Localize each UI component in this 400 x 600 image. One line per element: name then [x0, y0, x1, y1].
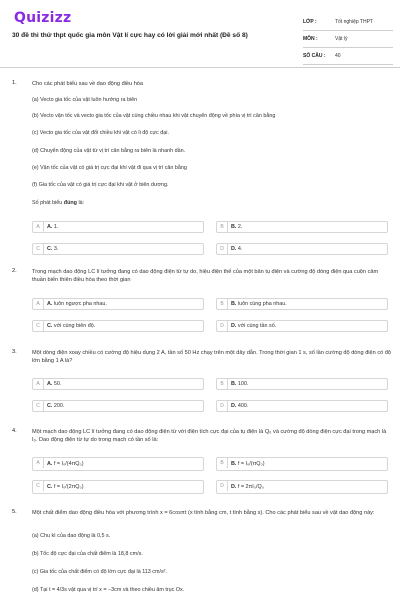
option-text [231, 458, 265, 470]
option-text [231, 222, 242, 232]
option-value: 400. [237, 403, 249, 409]
option-c[interactable] [32, 480, 204, 494]
option-a[interactable] [32, 378, 204, 390]
option-letter: B [217, 299, 228, 309]
option-value: luôn ngược pha nhau. [53, 301, 107, 307]
meta-row-count [303, 48, 393, 65]
option-label: B. [231, 381, 237, 387]
option-d[interactable] [216, 320, 388, 332]
meta-key: LỚP : [303, 19, 317, 25]
option-value: 3. [53, 246, 59, 252]
option-letter: A [33, 222, 44, 232]
option-value: f = I₀/(2πQ₀) [53, 484, 84, 490]
option-c[interactable] [32, 243, 204, 255]
option-letter: C [33, 321, 44, 331]
option-c[interactable] [32, 400, 204, 412]
option-letter: D [217, 401, 228, 411]
meta-value: 40 [335, 53, 341, 59]
option-label: D. [231, 403, 237, 409]
option-b[interactable] [216, 457, 388, 471]
meta-table [303, 14, 393, 65]
option-value: 1. [53, 224, 59, 230]
prompt-prefix: Số phát biểu [32, 200, 64, 206]
brand-logo[interactable]: Quizizz [14, 10, 72, 26]
question-number: 3. [12, 349, 17, 355]
option-value: f = 2πI₀/Q₀ [237, 484, 264, 490]
option-c[interactable] [32, 320, 204, 332]
option-label: A. [47, 301, 53, 307]
statement: (c) Gia tốc của chất điểm có độ lớn cực đại là 113 cm/s². [32, 569, 167, 575]
option-letter: B [217, 458, 228, 468]
statement: (d) Tại t = 4/3s vật qua vị trí x = −3cm và theo chiều âm trục Ox. [32, 587, 185, 593]
option-text [47, 481, 84, 493]
statement: (a) Vecto gia tốc của vật luôn hướng ra biên [32, 97, 138, 103]
option-value: 50. [53, 381, 62, 387]
prompt-emphasis: đúng [63, 200, 77, 206]
option-letter: D [217, 481, 228, 491]
option-value: f = I₀/(4πQ₀) [53, 461, 84, 467]
statement: (b) Tốc độ cực đại của chất điểm là 18,8 cm/s. [32, 551, 143, 557]
option-text [231, 401, 248, 411]
question-text: Trong mạch dao động LC lí tưởng đang có dao động điện từ tự do, hiệu điện thế của một bản tụ điện và cường độ dòng điện qua cuộn cảm thuần biến thiên điều hòa theo thời gian [32, 269, 379, 283]
option-letter: D [217, 321, 228, 331]
question-prompt [32, 200, 392, 206]
option-value: luôn cùng pha nhau. [237, 301, 287, 307]
statement: (a) Chu kì của dao động là 0,5 s. [32, 533, 111, 539]
option-label: B. [231, 461, 237, 467]
option-text [47, 299, 107, 309]
meta-value: Tốt nghiệp THPT [335, 19, 373, 25]
option-label: C. [47, 484, 53, 490]
option-label: B. [231, 224, 237, 230]
option-label: A. [47, 381, 53, 387]
option-value: với cùng tần số. [237, 323, 277, 329]
question-number: 2. [12, 268, 17, 274]
statement: (b) Vecto vận tốc và vecto gia tốc của vật cùng chiều nhau khi vật chuyển động về phía vị trí cân bằng [32, 113, 276, 119]
option-value: 100. [237, 381, 249, 387]
meta-key: SỐ CÂU : [303, 53, 326, 59]
option-value: 2. [237, 224, 243, 230]
option-value: với cùng biên độ. [53, 323, 96, 329]
question-text: Một chất điểm dao động điều hòa với phương trình x = 6cosπt (x tính bằng cm, t tính bằng s). Cho các phát biểu sau về vật dao động này: [32, 510, 375, 516]
option-text [47, 222, 58, 232]
document-title: 30 đề thi thử thpt quốc gia môn Vật lí cực hay có lời giải mới nhất (Đề số 8) [12, 32, 248, 39]
meta-value: Vật lý [335, 36, 348, 42]
statement: (d) Chuyển động của vật từ vị trí cân bằng ra biên là nhanh dần. [32, 148, 186, 154]
option-text [47, 379, 61, 389]
header-divider [0, 67, 400, 68]
option-d[interactable] [216, 480, 388, 494]
option-a[interactable] [32, 457, 204, 471]
option-letter: A [33, 458, 44, 468]
meta-row-subject [303, 31, 393, 48]
question-text: Một dòng điện xoay chiều có cường độ hiệu dụng 2 A, tần số 50 Hz chạy trên một dây dẫn. Trong thời gian 1 s, số lần cường độ dòng điện có độ lớn bằng 1 A là? [32, 350, 392, 364]
option-label: A. [47, 224, 53, 230]
statement: (c) Vecto gia tốc của vật đổi chiều khi vật có li độ cực đại. [32, 130, 169, 136]
statement: (e) Vận tốc của vật có giá trị cực đại khi vật đi qua vị trí cân bằng [32, 165, 187, 171]
option-text [47, 321, 95, 331]
option-text [231, 244, 242, 254]
meta-row-class [303, 14, 393, 31]
option-text [231, 321, 276, 331]
question-number: 1. [12, 80, 17, 86]
meta-key: MÔN : [303, 36, 318, 42]
option-a[interactable] [32, 298, 204, 310]
question-text: Cho các phát biểu sau về dao động điều hòa [32, 81, 144, 87]
option-label: D. [231, 484, 237, 490]
option-b[interactable] [216, 298, 388, 310]
question-text: Một mạch dao động LC lí tưởng đang có dao động điện từ với điện tích cực đại của tụ điện là Q₀ và cường độ dòng điện cực đại trong mạch là I₀. Dao động điện từ tự do trong mạch có tần số là: [32, 429, 387, 443]
option-b[interactable] [216, 221, 388, 233]
option-value: 4. [237, 246, 243, 252]
option-letter: D [217, 244, 228, 254]
option-label: A. [47, 461, 53, 467]
option-text [231, 481, 264, 493]
question-number: 4. [12, 428, 17, 434]
option-d[interactable] [216, 400, 388, 412]
option-letter: C [33, 481, 44, 491]
option-letter: B [217, 379, 228, 389]
option-text [231, 379, 248, 389]
option-value: f = I₀/(πQ₀) [237, 461, 265, 467]
option-letter: A [33, 299, 44, 309]
option-value: 200. [53, 403, 65, 409]
option-label: C. [47, 323, 53, 329]
option-text [47, 401, 64, 411]
option-text [47, 458, 84, 470]
option-letter: A [33, 379, 44, 389]
option-label: D. [231, 246, 237, 252]
option-label: D. [231, 323, 237, 329]
option-b[interactable] [216, 378, 388, 390]
option-text [231, 299, 287, 309]
option-letter: C [33, 401, 44, 411]
prompt-suffix: là: [76, 200, 85, 206]
statement: (f) Gia tốc của vật có giá trị cực đại khi vật ở biên dương. [32, 182, 169, 188]
question-number: 5. [12, 509, 17, 515]
option-d[interactable] [216, 243, 388, 255]
option-letter: C [33, 244, 44, 254]
option-a[interactable] [32, 221, 204, 233]
option-label: B. [231, 301, 237, 307]
option-letter: B [217, 222, 228, 232]
option-label: C. [47, 403, 53, 409]
option-text [47, 244, 58, 254]
option-label: C. [47, 246, 53, 252]
